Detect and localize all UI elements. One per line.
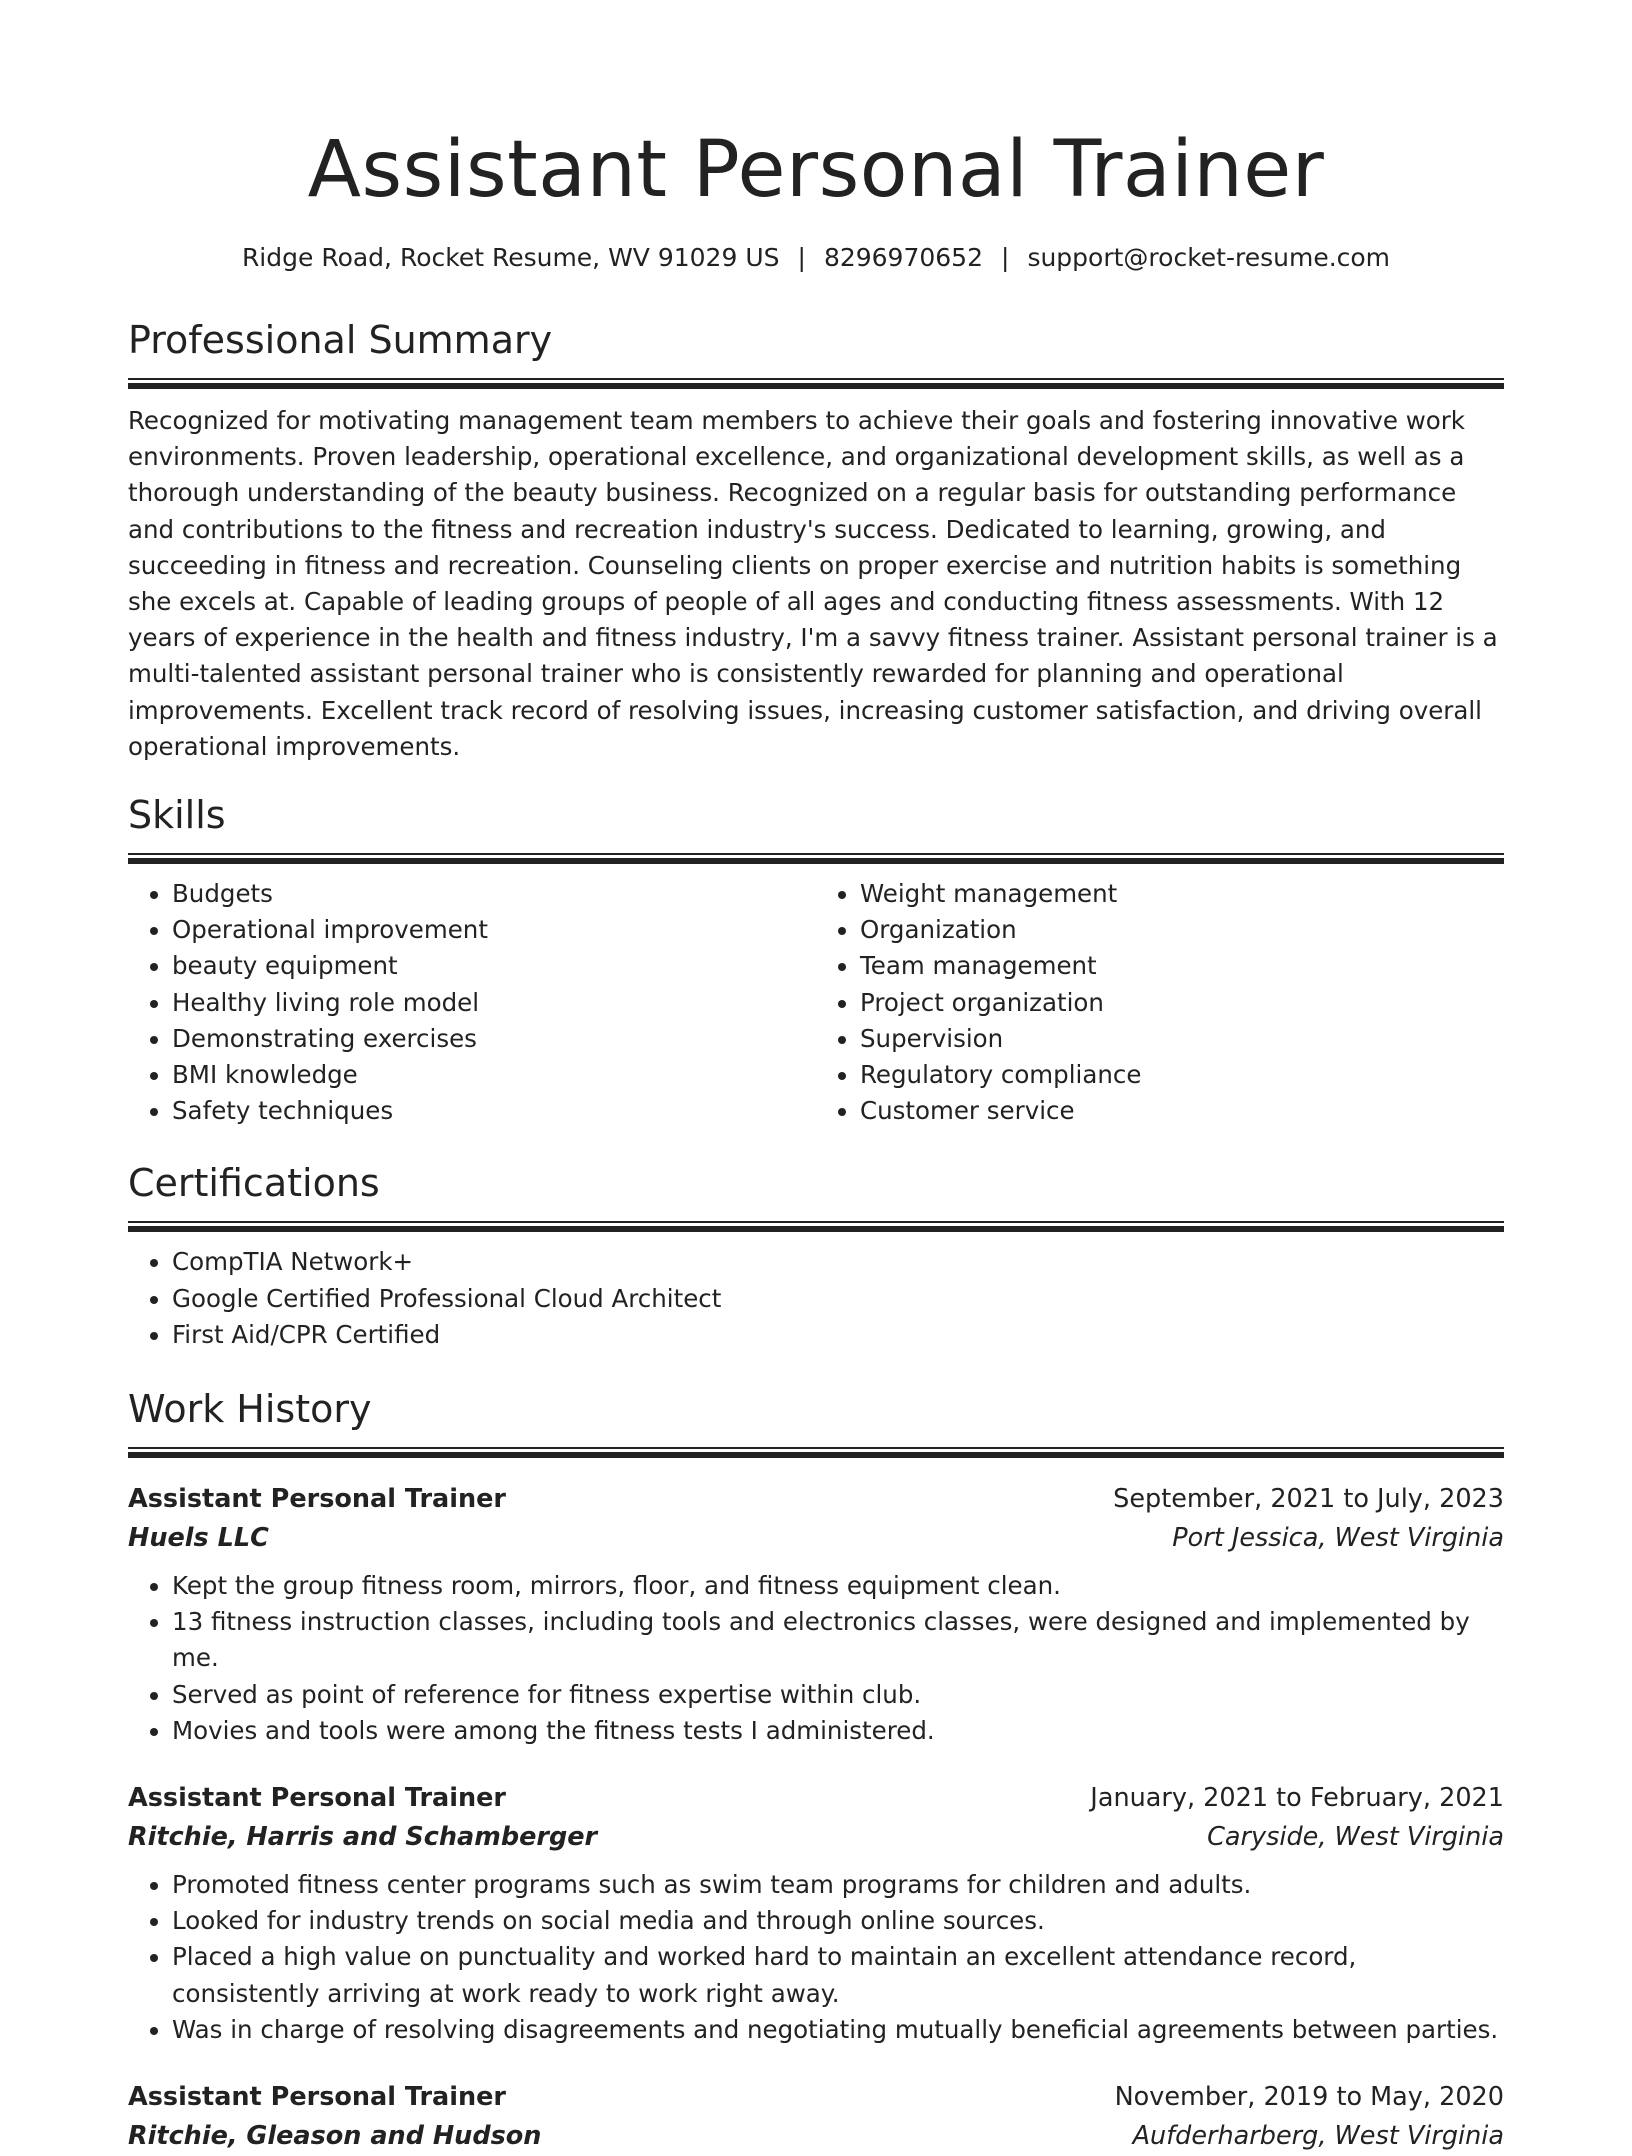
job-entry xyxy=(128,1480,1504,1749)
skill-item: • Supervision xyxy=(860,1021,1504,1057)
job-employer-row xyxy=(128,1818,1504,1857)
job-company: Ritchie, Gleason and Hudson xyxy=(128,2121,542,2152)
skills-list-left xyxy=(128,876,816,1129)
job-bullet: • Placed a high value on punctuality and worked hard to maintain an excellent attendance record, consistently arriving at work ready to work right away. xyxy=(172,1939,1504,2011)
contact-separator: | xyxy=(797,243,806,272)
job-title: Assistant Personal Trainer xyxy=(128,2082,507,2113)
job-entry xyxy=(128,2078,1504,2156)
job-location: Port Jessica, West Virginia xyxy=(1172,1523,1504,1554)
skill-item: • Healthy living role model xyxy=(172,985,816,1021)
skills-list-right xyxy=(816,876,1504,1129)
section-title-certifications: Certifications xyxy=(128,1161,380,1206)
job-dates: September, 2021 to July, 2023 xyxy=(1113,1484,1504,1515)
contact-address: Ridge Road, Rocket Resume, WV 91029 US xyxy=(241,243,780,272)
job-location: Caryside, West Virginia xyxy=(1207,1822,1504,1853)
section-title-summary: Professional Summary xyxy=(128,318,553,362)
contact-phone: 8296970652 xyxy=(823,243,983,272)
job-bullets xyxy=(128,1568,1504,1749)
job-location: Aufderharberg, West Virginia xyxy=(1132,2121,1504,2152)
certifications-list xyxy=(128,1244,1504,1353)
job-header-row xyxy=(128,2078,1504,2117)
job-bullets xyxy=(128,1867,1504,2048)
skill-item: • beauty equipment xyxy=(172,948,816,984)
job-dates: January, 2021 to February, 2021 xyxy=(1090,1783,1504,1814)
skill-item: • BMI knowledge xyxy=(172,1057,816,1093)
job-bullet: • Looked for industry trends on social media and through online sources. xyxy=(172,1903,1504,1939)
skills-section xyxy=(128,791,1504,1129)
job-bullet: • 13 fitness instruction classes, including tools and electronics classes, were designed and implemented by me. xyxy=(172,1604,1504,1676)
certifications-section xyxy=(128,1159,1504,1353)
job-bullet: • Served as point of reference for fitness expertise within club. xyxy=(172,1677,1504,1713)
job-title: Assistant Personal Trainer xyxy=(128,1484,507,1515)
summary-section xyxy=(128,316,1504,765)
job-bullet: • Was in charge of resolving disagreements and negotiating mutually beneficial agreements between parties. xyxy=(172,2012,1504,2048)
skill-item: • Team management xyxy=(860,948,1504,984)
job-header-row xyxy=(128,1779,1504,1818)
contact-email: support@rocket-resume.com xyxy=(1027,243,1391,272)
skill-item: • Organization xyxy=(860,912,1504,948)
skill-item: • Weight management xyxy=(860,876,1504,912)
contact-separator: | xyxy=(1001,243,1010,272)
job-dates: November, 2019 to May, 2020 xyxy=(1114,2082,1504,2113)
work-history-section xyxy=(128,1385,1504,2156)
job-bullet: • Movies and tools were among the fitness tests I administered. xyxy=(172,1713,1504,1749)
skill-item: • Budgets xyxy=(172,876,816,912)
summary-text: Recognized for motivating management team members to achieve their goals and fostering innovative work environments. Proven leadership, operational excellence, and organizational development skills, as well as a thorough understanding of the beauty business. Recognized on a regular basis for outstanding performance and contributions to the fitness and recreation industry's success. Dedicated to learning, growing, and succeeding in fitness and recreation. Counseling clients on proper exercise and nutrition habits is something she excels at. Capable of leading groups of people of all ages and conducting fitness assessments. With 12 years of experience in the health and fitness industry, I'm a savvy fitness trainer. Assistant personal trainer is a multi-talented assistant personal trainer who is consistently rewarded for planning and operational improvements. Excellent track record of resolving issues, increasing customer satisfaction, and driving overall operational improvements. xyxy=(128,406,1498,761)
skills-grid xyxy=(128,876,1504,1129)
job-employer-row xyxy=(128,1519,1504,1558)
job-bullet: • Kept the group fitness room, mirrors, floor, and fitness equipment clean. xyxy=(172,1568,1504,1604)
skill-item: • Regulatory compliance xyxy=(860,1057,1504,1093)
section-divider xyxy=(128,1447,1504,1458)
contact-line xyxy=(128,242,1504,274)
section-divider xyxy=(128,378,1504,389)
section-divider xyxy=(128,1221,1504,1232)
skill-item: • Customer service xyxy=(860,1093,1504,1129)
skill-item: • Project organization xyxy=(860,985,1504,1021)
job-title: Assistant Personal Trainer xyxy=(128,1783,507,1814)
skill-item: • Demonstrating exercises xyxy=(172,1021,816,1057)
certification-item: • First Aid/CPR Certified xyxy=(172,1317,1504,1353)
skill-item: • Safety techniques xyxy=(172,1093,816,1129)
section-divider xyxy=(128,853,1504,864)
job-company: Huels LLC xyxy=(128,1523,269,1554)
job-header-row xyxy=(128,1480,1504,1519)
section-title-skills: Skills xyxy=(128,793,226,838)
certification-item: • CompTIA Network+ xyxy=(172,1244,1504,1280)
job-bullet: • Promoted fitness center programs such as swim team programs for children and adults. xyxy=(172,1867,1504,1903)
skill-item: • Operational improvement xyxy=(172,912,816,948)
job-company: Ritchie, Harris and Schamberger xyxy=(128,1822,598,1853)
section-title-work-history: Work History xyxy=(128,1387,372,1432)
certification-item: • Google Certified Professional Cloud Architect xyxy=(172,1281,1504,1317)
job-entry xyxy=(128,1779,1504,2048)
job-employer-row xyxy=(128,2117,1504,2156)
resume-name: Assistant Personal Trainer xyxy=(307,125,1325,215)
